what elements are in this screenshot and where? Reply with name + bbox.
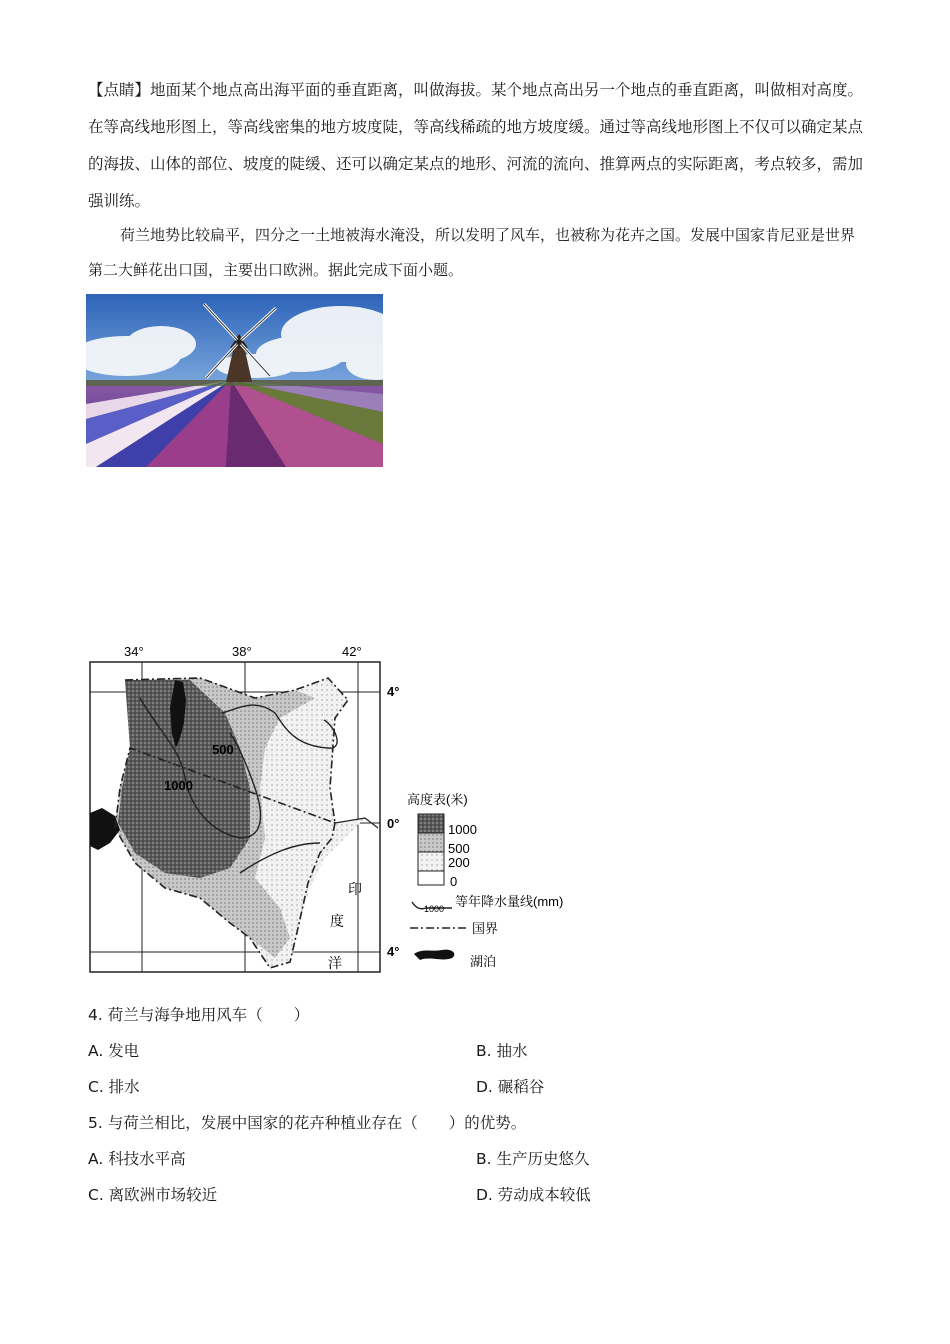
question-4-option-c[interactable]: C. 排水 (88, 1078, 140, 1096)
legend-isohyet-sample: 1000 (424, 904, 445, 914)
legend-level-200: 200 (448, 855, 470, 870)
lat-label-4s: 4° (387, 944, 400, 959)
kenya-map (80, 638, 610, 983)
legend-lake-label: 湖泊 (470, 954, 497, 969)
question-4-option-d[interactable]: D. 碾稻谷 (476, 1078, 545, 1096)
legend-level-1000: 1000 (448, 822, 477, 837)
lat-label-4n: 4° (387, 684, 400, 699)
lat-label-0: 0° (387, 816, 400, 831)
lake-icon (414, 950, 454, 960)
map-legend (407, 792, 563, 969)
legend-border-label: 国界 (472, 921, 499, 936)
legend-isohyet-label: 等年降水量线(mm) (455, 894, 564, 909)
tip-paragraph (88, 72, 866, 220)
question-5-option-b[interactable]: B. 生产历史悠久 (476, 1150, 590, 1168)
lon-label-34: 34° (124, 644, 144, 659)
question-4-stem: 4. 荷兰与海争地用风车（ ） (88, 1006, 310, 1024)
legend-level-500: 500 (448, 841, 470, 856)
lon-label-38: 38° (232, 644, 252, 659)
isohyet-label-500: 500 (212, 742, 234, 757)
question-5-stem: 5. 与荷兰相比，发展中国家的花卉种植业存在（ ）的优势。 (88, 1114, 527, 1132)
legend-level-0: 0 (450, 874, 458, 889)
question-4-option-a[interactable]: A. 发电 (88, 1042, 140, 1060)
isohyet-label-1000: 1000 (164, 778, 193, 793)
question-5-option-c[interactable]: C. 离欧洲市场较近 (88, 1186, 218, 1204)
tip-tag: 【点睛】 (88, 81, 151, 99)
legend-title: 高度表(米) (407, 792, 468, 807)
windmill-tulip-photo (86, 294, 383, 467)
ocean-label-du: 度 (330, 913, 344, 929)
question-5-option-d[interactable]: D. 劳动成本较低 (476, 1186, 591, 1204)
lon-label-42: 42° (342, 644, 362, 659)
intro-paragraph: 荷兰地势比较扁平，四分之一土地被海水淹没，所以发明了风车，也被称为花卉之国。发展中国家肯尼亚是世界第二大鲜花出口国，主要出口欧洲。据此完成下面小题。 (88, 226, 856, 279)
tip-text: 地面某个地点高出海平面的垂直距离，叫做海拔。某个地点高出另一个地点的垂直距离，叫做相对高度。在等高线地形图上，等高线密集的地方坡度陡，等高线稀疏的地方坡度缓。通过等高线地形图上不仅可以确定某点的海拔、山体的部位、坡度的陡缓、还可以确定某点的地形、河流的流向、推算两点的实际距离，考点较多，需加强训练。 (88, 81, 864, 210)
ocean-label-yin: 印 (348, 881, 362, 897)
ocean-label-yang: 洋 (328, 955, 342, 971)
question-4-option-b[interactable]: B. 抽水 (476, 1042, 528, 1060)
question-5-option-a[interactable]: A. 科技水平高 (88, 1150, 186, 1168)
